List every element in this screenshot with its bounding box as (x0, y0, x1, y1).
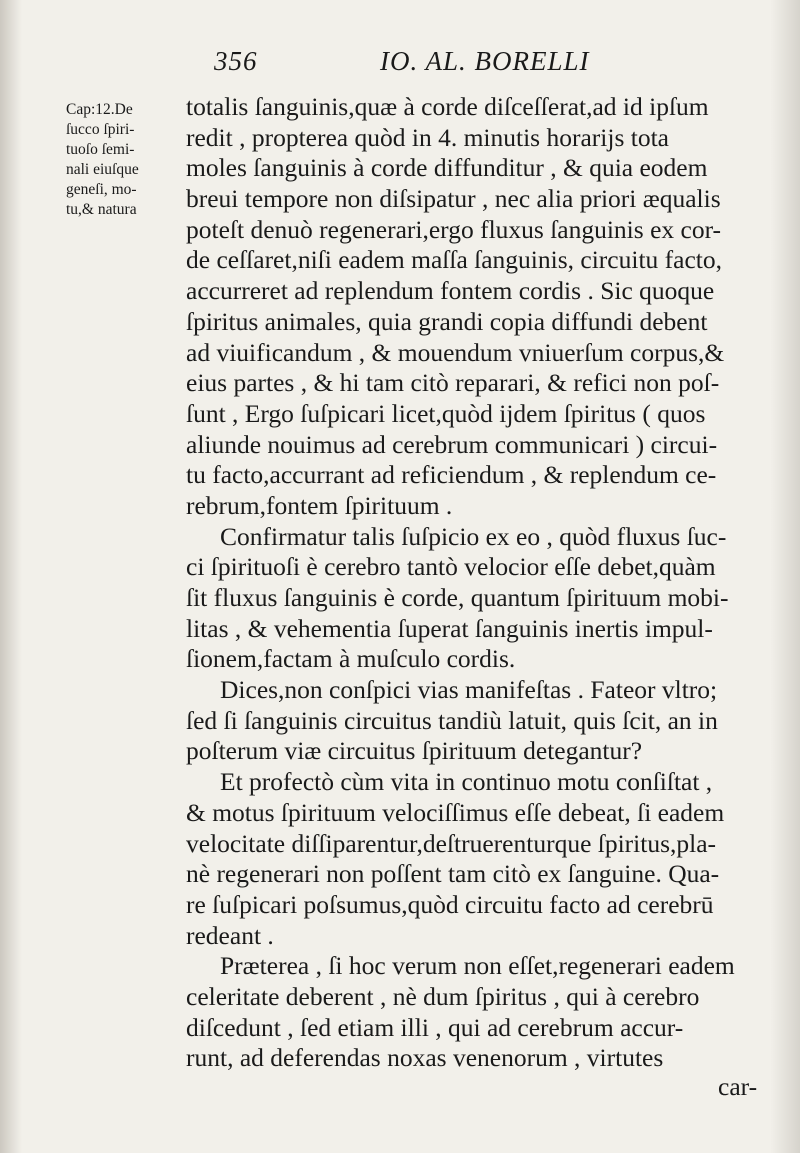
text-line: re ſuſpicari poſsumus,quòd circuitu facto ad cerebrū (186, 889, 714, 919)
paragraph (186, 675, 786, 767)
text-line: ſpiritus animales, quia grandi copia diffundi debent (186, 306, 708, 336)
text-line: breui tempore non diſsipatur , nec alia priori æqualis (186, 184, 721, 214)
marginal-note-line: Cap:12.De (66, 101, 133, 118)
text-line: redit , propterea quòd in 4. minutis horarijs tota (186, 122, 669, 152)
text-line: velocitate diſſiparentur,deſtruerenturque ſpiritus,pla- (186, 828, 717, 858)
paragraph (186, 767, 786, 951)
text-line: moles ſanguinis à corde diffunditur , & quia eodem (186, 153, 708, 183)
text-line: aliunde nouimus ad cerebrum communicari ) circui- (186, 429, 718, 459)
text-line: accurreret ad replendum fontem cordis . Sic quoque (186, 276, 715, 306)
text-line: poteſt denuò regenerari,ergo fluxus ſanguinis ex cor- (186, 214, 722, 244)
text-line: ci ſpirituoſi è cerebro tantò velocior eſſe debet,quàm (186, 552, 716, 582)
paragraph (186, 951, 786, 1074)
marginal-note-line: nali eiuſque (66, 161, 139, 178)
text-line: poſterum viæ circuitus ſpirituum detegantur? (186, 736, 643, 766)
text-line: Præterea , ſi hoc verum non eſſet,regenerari eadem (220, 951, 735, 981)
text-line: nè regenerari non poſſent tam citò ex ſanguine. Qua- (186, 859, 720, 889)
body-text (186, 92, 786, 1074)
marginal-note (66, 100, 184, 220)
text-line: ſit fluxus ſanguinis è corde, quantum ſpirituum mobi- (186, 583, 729, 612)
marginal-note-line: tu,& natura (66, 201, 137, 218)
text-line: eius partes , & hi tam citò reparari, & refici non poſ- (186, 368, 720, 398)
text-line: litas , & vehementia ſuperat ſanguinis inertis impul- (186, 613, 713, 643)
text-line: redeant . (186, 920, 274, 950)
running-head (0, 46, 800, 80)
text-line: Confirmatur talis ſuſpicio ex eo , quòd fluxus ſuc- (220, 521, 727, 551)
page-number: 356 (214, 46, 258, 76)
text-line: Et profectò cùm vita in continuo motu conſiſtat , (220, 767, 713, 797)
text-line: tu facto,accurrant ad reficiendum , & replendum ce- (186, 460, 717, 490)
text-line: celeritate deberent , nè dum ſpiritus , qui à cerebro (186, 981, 700, 1011)
text-line: rebrum,fontem ſpirituum . (186, 490, 453, 520)
marginal-note-line: geneſi, mo- (66, 181, 137, 198)
marginal-note-line: tuoſo ſemi- (66, 141, 135, 158)
text-line: ad viuificandum , & mouendum vniuerſum corpus,& (186, 337, 725, 367)
paragraph (186, 522, 786, 675)
text-line: ſunt , Ergo ſuſpicari licet,quòd ijdem ſpiritus ( quos (186, 398, 706, 428)
text-line: ſionem,factam à muſculo cordis. (186, 644, 516, 674)
text-line: runt, ad deferendas noxas venenorum , virtutes (186, 1043, 664, 1073)
marginal-note-line: ſucco ſpiri- (66, 121, 135, 138)
text-line: ſed ſi ſanguinis circuitus tandiù latuit, quis ſcit, an in (186, 705, 718, 735)
text-line: totalis ſanguinis,quæ à corde diſceſſerat,ad id ipſum (186, 92, 709, 121)
running-title: IO. AL. BORELLI (380, 46, 590, 76)
text-line: de ceſſaret,niſi eadem maſſa ſanguinis, circuitu facto, (186, 245, 722, 275)
catchword: car- (718, 1072, 758, 1101)
text-line: & motus ſpirituum velociſſimus eſſe debeat, ſi eadem (186, 797, 725, 827)
text-line: Dices,non conſpici vias manifeſtas . Fateor vltro; (220, 675, 718, 705)
paragraph (186, 92, 786, 522)
text-line: diſcedunt , ſed etiam illi , qui ad cerebrum accur- (186, 1012, 684, 1042)
